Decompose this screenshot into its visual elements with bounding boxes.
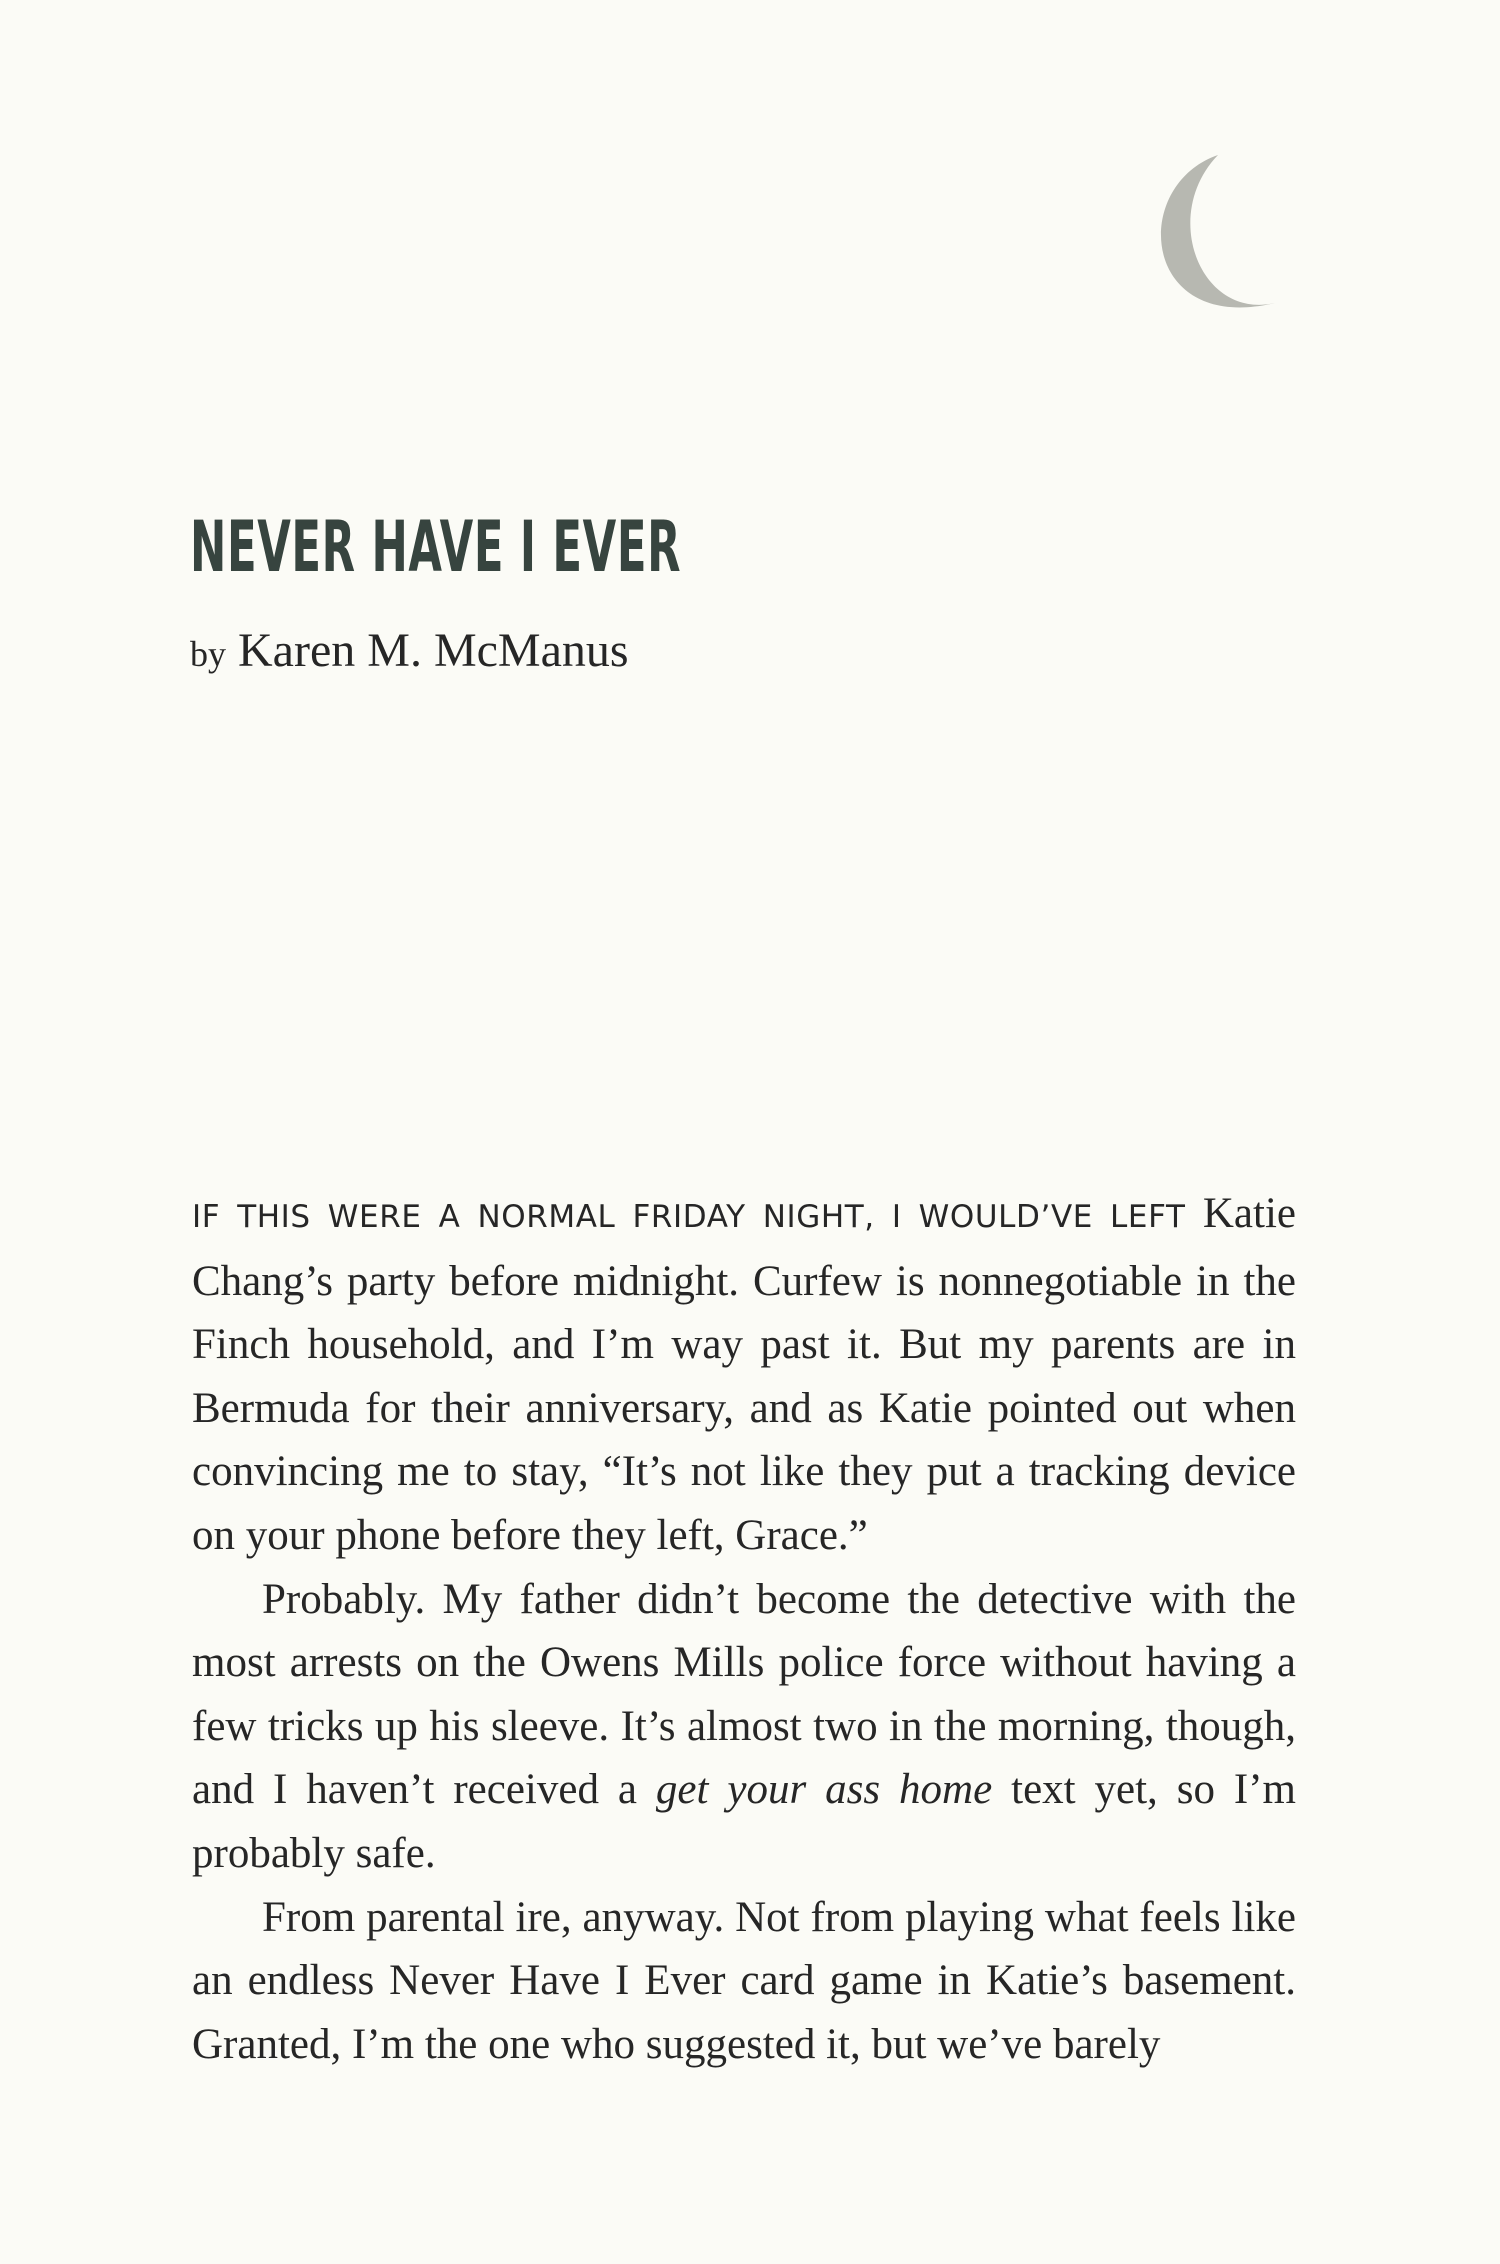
- opening-small-caps: IF THIS WERE A NORMAL FRIDAY NIGHT, I WOULD’VE LEFT: [192, 1199, 1186, 1235]
- chapter-body: [192, 1182, 1296, 2076]
- byline-prefix: by: [190, 634, 226, 674]
- byline: [190, 622, 629, 680]
- paragraph-2: [192, 1568, 1296, 1886]
- paragraph-1-text: Katie Chang’s party before midnight. Curfew is nonnegotiable in the Finch household, and I’m way past it. But my parents are in Bermuda for their anniversary, and as Katie pointed out when convincing me to stay, “It’s not like they put a tracking device on your phone before they left, Grace.”: [192, 1190, 1296, 1559]
- paragraph-2-text-end: text yet, so I’m probably safe.: [192, 1766, 1296, 1877]
- author-name: Karen M. McManus: [238, 624, 629, 677]
- paragraph-1: [192, 1182, 1296, 1568]
- crescent-moon-icon: [1120, 145, 1300, 345]
- paragraph-3: From parental ire, anyway. Not from playing what feels like an endless Never Have I Ever card game in Katie’s basement. Granted, I’m the one who suggested it, but we’ve barely: [192, 1893, 1296, 2068]
- italic-phrase: get your ass home: [655, 1766, 993, 1814]
- paragraph-2-text-start: Probably. My father didn’t become the detective with the most arrests on the Owens Mills police force without having a few tricks up his sleeve. It’s almost two in the morning, though, and I haven’t received a: [192, 1575, 1296, 1814]
- chapter-title: NEVER HAVE I EVER: [190, 506, 682, 588]
